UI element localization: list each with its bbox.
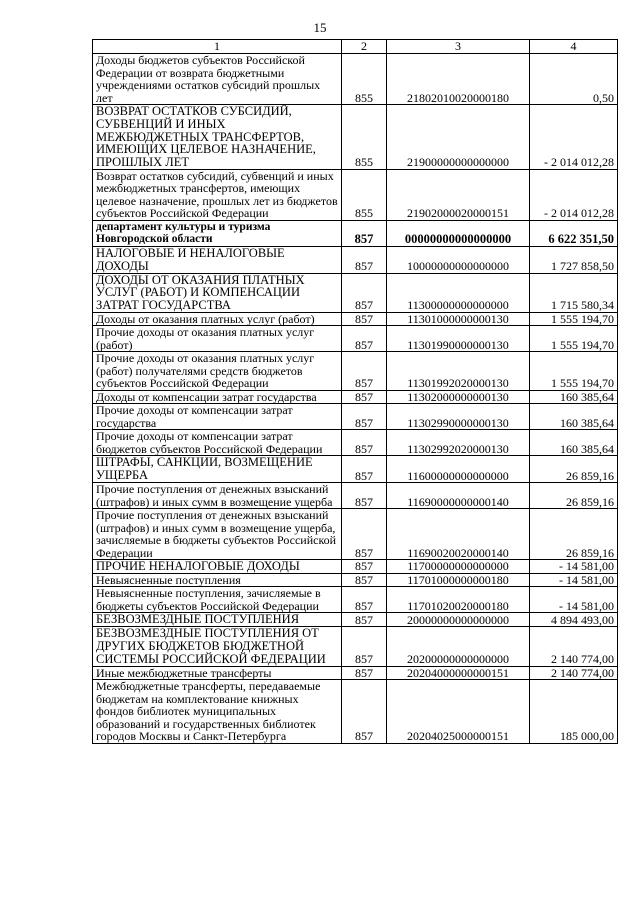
name-cell: БЕЗВОЗМЕЗДНЫЕ ПОСТУПЛЕНИЯ ОТ ДРУГИХ БЮДЖЕТОВ БЮДЖЕТНОЙ СИСТЕМЫ РОССИЙСКОЙ ФЕДЕРАЦИИ xyxy=(93,627,342,666)
name-cell: Невыясненные поступления, зачисляемые в бюджеты субъектов Российской Федерации xyxy=(93,587,342,613)
admin-code-cell: 857 xyxy=(342,456,387,483)
admin-code-cell: 855 xyxy=(342,105,387,170)
column-header-1: 1 xyxy=(93,40,342,54)
amount-cell: 26 859,16 xyxy=(530,483,618,509)
admin-code-cell: 857 xyxy=(342,430,387,456)
table-row xyxy=(93,509,618,560)
classification-code-cell: 11600000000000000 xyxy=(387,456,530,483)
admin-code-cell: 857 xyxy=(342,483,387,509)
amount-cell: - 2 014 012,28 xyxy=(530,169,618,220)
amount-cell: 0,50 xyxy=(530,54,618,105)
admin-code-cell: 857 xyxy=(342,312,387,326)
table-row xyxy=(93,430,618,456)
name-cell: ВОЗВРАТ ОСТАТКОВ СУБСИДИЙ, СУБВЕНЦИЙ И ИНЫХ МЕЖБЮДЖЕТНЫХ ТРАНСФЕРТОВ, ИМЕЮЩИХ ЦЕЛЕВОЕ НАЗНАЧЕНИЕ, ПРОШЛЫХ ЛЕТ xyxy=(93,105,342,170)
table-header-row xyxy=(93,40,618,54)
name-cell: ШТРАФЫ, САНКЦИИ, ВОЗМЕЩЕНИЕ УЩЕРБА xyxy=(93,456,342,483)
name-cell: Иные межбюджетные трансферты xyxy=(93,666,342,680)
name-cell: НАЛОГОВЫЕ И НЕНАЛОГОВЫЕ ДОХОДЫ xyxy=(93,246,342,273)
amount-cell: - 2 014 012,28 xyxy=(530,105,618,170)
classification-code-cell: 10000000000000000 xyxy=(387,246,530,273)
admin-code-cell: 857 xyxy=(342,352,387,391)
admin-code-cell: 857 xyxy=(342,273,387,312)
amount-cell: 26 859,16 xyxy=(530,456,618,483)
admin-code-cell: 857 xyxy=(342,246,387,273)
amount-cell: 2 140 774,00 xyxy=(530,627,618,666)
classification-code-cell: 11301990000000130 xyxy=(387,326,530,352)
amount-cell: 160 385,64 xyxy=(530,390,618,404)
table-row xyxy=(93,573,618,587)
classification-code-cell: 20200000000000000 xyxy=(387,627,530,666)
name-cell: Прочие доходы от оказания платных услуг (работ) xyxy=(93,326,342,352)
admin-code-cell: 857 xyxy=(342,613,387,627)
table-row xyxy=(93,560,618,574)
admin-code-cell: 855 xyxy=(342,169,387,220)
table-row xyxy=(93,352,618,391)
table-row xyxy=(93,54,618,105)
amount-cell: 1 555 194,70 xyxy=(530,352,618,391)
table-row xyxy=(93,105,618,170)
admin-code-cell: 857 xyxy=(342,560,387,574)
column-header-3: 3 xyxy=(387,40,530,54)
classification-code-cell: 20204000000000151 xyxy=(387,666,530,680)
admin-code-cell: 857 xyxy=(342,666,387,680)
admin-code-cell: 855 xyxy=(342,54,387,105)
amount-cell: 26 859,16 xyxy=(530,509,618,560)
amount-cell: 1 727 858,50 xyxy=(530,246,618,273)
table-row xyxy=(93,220,618,246)
amount-cell: - 14 581,00 xyxy=(530,573,618,587)
table-row xyxy=(93,326,618,352)
classification-code-cell: 20000000000000000 xyxy=(387,613,530,627)
name-cell: Прочие поступления от денежных взысканий (штрафов) и иных сумм в возмещение ущерба, зачисляемые в бюджеты субъектов Российской Федерации xyxy=(93,509,342,560)
amount-cell: 1 555 194,70 xyxy=(530,326,618,352)
admin-code-cell: 857 xyxy=(342,680,387,744)
classification-code-cell: 21802010020000180 xyxy=(387,54,530,105)
column-header-2: 2 xyxy=(342,40,387,54)
table-row xyxy=(93,169,618,220)
table-row xyxy=(93,587,618,613)
table-row xyxy=(93,613,618,627)
table-row xyxy=(93,312,618,326)
amount-cell: 160 385,64 xyxy=(530,404,618,430)
table-row xyxy=(93,456,618,483)
classification-code-cell: 11700000000000000 xyxy=(387,560,530,574)
table-row xyxy=(93,483,618,509)
amount-cell: 1 715 580,34 xyxy=(530,273,618,312)
classification-code-cell: 11690020020000140 xyxy=(387,509,530,560)
classification-code-cell: 11302000000000130 xyxy=(387,390,530,404)
classification-code-cell: 21900000000000000 xyxy=(387,105,530,170)
classification-code-cell: 21902000020000151 xyxy=(387,169,530,220)
page-number: 15 xyxy=(313,20,327,35)
table-row xyxy=(93,404,618,430)
classification-code-cell: 11302990000000130 xyxy=(387,404,530,430)
admin-code-cell: 857 xyxy=(342,220,387,246)
table-row xyxy=(93,666,618,680)
admin-code-cell: 857 xyxy=(342,573,387,587)
amount-cell: 160 385,64 xyxy=(530,430,618,456)
classification-code-cell: 11302992020000130 xyxy=(387,430,530,456)
amount-cell: 1 555 194,70 xyxy=(530,312,618,326)
admin-code-cell: 857 xyxy=(342,587,387,613)
name-cell: Прочие поступления от денежных взысканий (штрафов) и иных сумм в возмещение ущерба xyxy=(93,483,342,509)
name-cell: Прочие доходы от компенсации затрат бюджетов субъектов Российской Федерации xyxy=(93,430,342,456)
budget-revenue-table xyxy=(92,39,618,744)
name-cell: ДОХОДЫ ОТ ОКАЗАНИЯ ПЛАТНЫХ УСЛУГ (РАБОТ) И КОМПЕНСАЦИИ ЗАТРАТ ГОСУДАРСТВА xyxy=(93,273,342,312)
name-cell: БЕЗВОЗМЕЗДНЫЕ ПОСТУПЛЕНИЯ xyxy=(93,613,342,627)
admin-code-cell: 857 xyxy=(342,627,387,666)
classification-code-cell: 00000000000000000 xyxy=(387,220,530,246)
name-cell: Прочие доходы от компенсации затрат государства xyxy=(93,404,342,430)
classification-code-cell: 11690000000000140 xyxy=(387,483,530,509)
table-row xyxy=(93,680,618,744)
admin-code-cell: 857 xyxy=(342,390,387,404)
name-cell: Прочие доходы от оказания платных услуг (работ) получателями средств бюджетов субъектов Российской Федерации xyxy=(93,352,342,391)
name-cell: Межбюджетные трансферты, передаваемые бюджетам на комплектование книжных фондов библиотек муниципальных образований и государственных библиотек городов Москвы и Санкт-Петербурга xyxy=(93,680,342,744)
name-cell: Невыясненные поступления xyxy=(93,573,342,587)
name-cell: Возврат остатков субсидий, субвенций и иных межбюджетных трансфертов, имеющих целевое назначение, прошлых лет из бюджетов субъектов Российской Федерации xyxy=(93,169,342,220)
name-cell: Доходы от компенсации затрат государства xyxy=(93,390,342,404)
amount-cell: - 14 581,00 xyxy=(530,560,618,574)
name-cell: департамент культуры и туризма Новгородской области xyxy=(93,220,342,246)
classification-code-cell: 11701020020000180 xyxy=(387,587,530,613)
table-row xyxy=(93,627,618,666)
column-header-4: 4 xyxy=(530,40,618,54)
table-row xyxy=(93,246,618,273)
name-cell: Доходы бюджетов субъектов Российской Федерации от возврата бюджетными учреждениями остатков субсидий прошлых лет xyxy=(93,54,342,105)
classification-code-cell: 11301000000000130 xyxy=(387,312,530,326)
amount-cell: 2 140 774,00 xyxy=(530,666,618,680)
classification-code-cell: 11701000000000180 xyxy=(387,573,530,587)
classification-code-cell: 11301992020000130 xyxy=(387,352,530,391)
name-cell: Доходы от оказания платных услуг (работ) xyxy=(93,312,342,326)
classification-code-cell: 11300000000000000 xyxy=(387,273,530,312)
table-row xyxy=(93,390,618,404)
name-cell: ПРОЧИЕ НЕНАЛОГОВЫЕ ДОХОДЫ xyxy=(93,560,342,574)
admin-code-cell: 857 xyxy=(342,404,387,430)
admin-code-cell: 857 xyxy=(342,509,387,560)
amount-cell: 185 000,00 xyxy=(530,680,618,744)
amount-cell: 4 894 493,00 xyxy=(530,613,618,627)
admin-code-cell: 857 xyxy=(342,326,387,352)
table-row xyxy=(93,273,618,312)
classification-code-cell: 20204025000000151 xyxy=(387,680,530,744)
amount-cell: 6 622 351,50 xyxy=(530,220,618,246)
amount-cell: - 14 581,00 xyxy=(530,587,618,613)
